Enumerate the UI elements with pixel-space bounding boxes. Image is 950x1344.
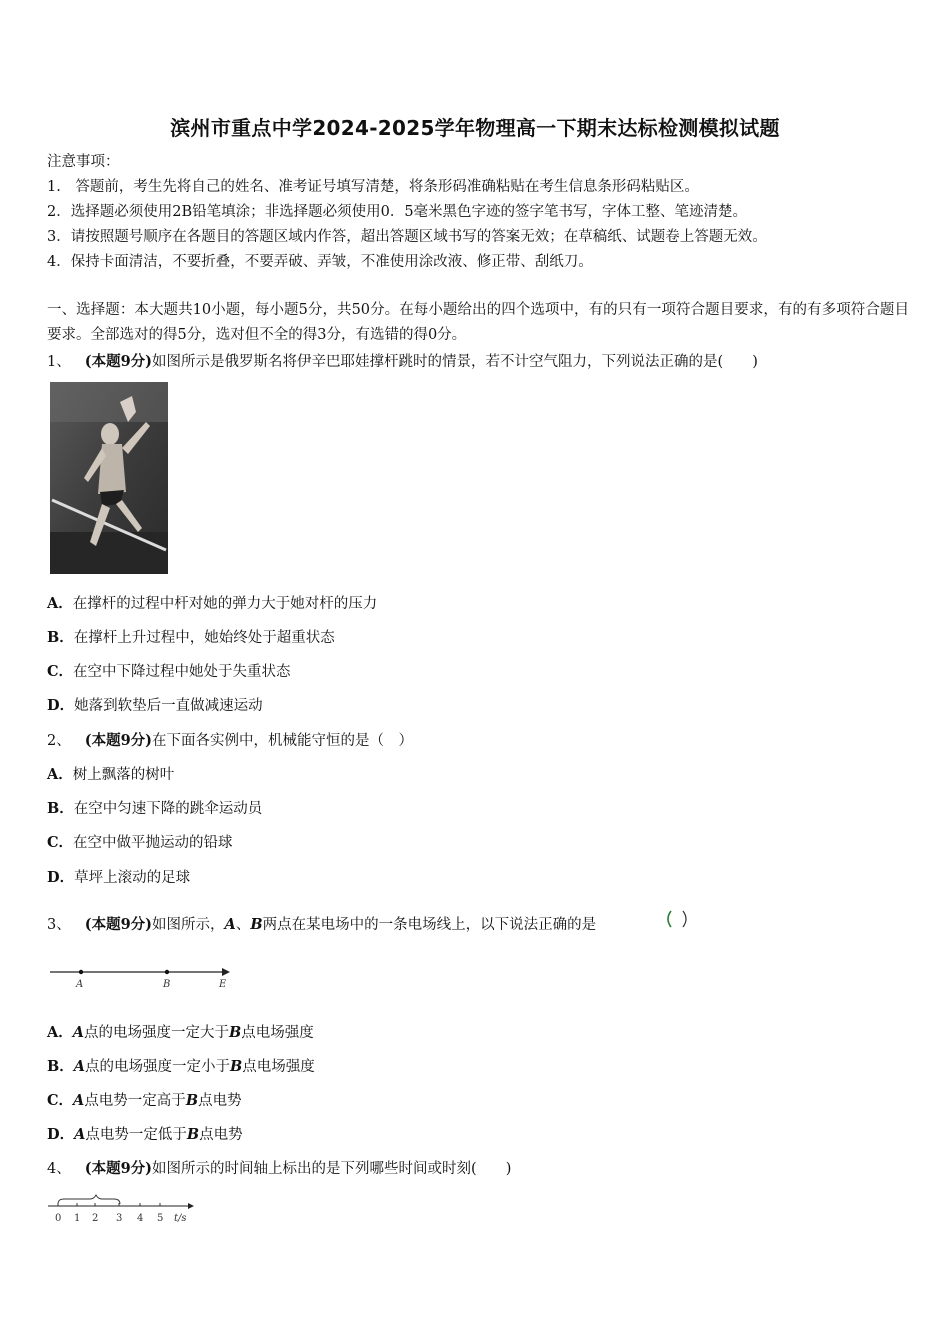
- axis-unit-label: t/s: [174, 1213, 187, 1224]
- q3-option-b[interactable]: B．A点的电场强度一定小于B点电场强度: [47, 1058, 315, 1075]
- question-4-stem: [47, 1159, 511, 1179]
- label-e: E: [219, 979, 227, 990]
- q1-option-b[interactable]: B．在撑杆上升过程中，她始终处于超重状态: [47, 629, 335, 646]
- tick-label: 5: [157, 1213, 164, 1224]
- tick-label: 0: [55, 1213, 62, 1224]
- question-2-stem: [47, 731, 413, 751]
- notice-item-3: 3．请按照题号顺序在各题目的答题区域内作答，超出答题区域书写的答案无效；在草稿纸、试题卷上答题无效。: [47, 229, 767, 245]
- question-text: 在下面各实例中，机械能守恒的是（ ）: [152, 733, 414, 749]
- q1-option-d[interactable]: D．她落到软垫后一直做减速运动: [47, 697, 263, 714]
- tick-label: 1: [74, 1213, 81, 1224]
- arrow-icon: [222, 968, 230, 976]
- interval-brace: [58, 1195, 120, 1204]
- question-points: (本题9分): [84, 353, 153, 370]
- notice-item-1: 1. 答题前，考生先将自己的姓名、准考证号填写清楚，将条形码准确粘贴在考生信息条形码粘贴区。: [47, 179, 699, 195]
- question-number: 1、: [47, 354, 71, 370]
- section-intro: 一、选择题：本大题共10小题，每小题5分，共50分。在每小题给出的四个选项中，有的只有一项符合题目要求，有的有多项符合题目要求。全部选对的得5分，选对但不全的得3分，有选错的得0分。: [47, 302, 909, 343]
- tick-label: 2: [92, 1213, 99, 1224]
- electric-field-line-figure: [46, 962, 236, 992]
- q2-option-b[interactable]: B．在空中匀速下降的跳伞运动员: [47, 800, 263, 817]
- label-a: A: [76, 979, 84, 990]
- point-b: [165, 970, 169, 974]
- question-3-stem: 3、 (本题9分)如图所示，A、B两点在某电场中的一条电场线上，以下说法正确的是: [47, 916, 597, 933]
- question-1-stem: [47, 352, 758, 372]
- time-axis-figure: [46, 1192, 196, 1226]
- question-points: (本题9分): [84, 916, 153, 933]
- question-number: 4、: [47, 1161, 71, 1177]
- q3-option-a[interactable]: A．A点的电场强度一定大于B点电场强度: [47, 1024, 314, 1041]
- question-number: 3、: [47, 917, 71, 933]
- notice-item-2: 2．选择题必须使用2B铅笔填涂；非选择题必须使用0．5毫米黑色字迹的签字笔书写，字体工整、笔迹清楚。: [47, 204, 748, 220]
- q3-option-c[interactable]: C．A点电势一定高于B点电势: [47, 1092, 242, 1109]
- q3-option-d[interactable]: D．A点电势一定低于B点电势: [47, 1126, 243, 1143]
- q2-option-a[interactable]: A．树上飘落的树叶: [47, 766, 175, 783]
- label-b: B: [163, 979, 171, 990]
- question-text: 如图所示的时间轴上标出的是下列哪些时间或时刻( ): [152, 1161, 512, 1177]
- notice-item-4: 4．保持卡面清洁，不要折叠，不要弄破、弄皱，不准使用涂改液、修正带、刮纸刀。: [47, 254, 593, 270]
- tick-label: 4: [137, 1213, 144, 1224]
- q1-option-a[interactable]: A．在撑杆的过程中杆对她的弹力大于她对杆的压力: [47, 595, 378, 612]
- point-a: [79, 970, 83, 974]
- arrow-icon: [188, 1203, 194, 1209]
- q2-option-d[interactable]: D．草坪上滚动的足球: [47, 869, 191, 886]
- q2-option-c[interactable]: C．在空中做平抛运动的铅球: [47, 834, 233, 851]
- pole-vault-photo: [50, 382, 168, 574]
- notice-heading: 注意事项：: [47, 154, 120, 170]
- question-points: (本题9分): [84, 732, 153, 749]
- tick-label: 3: [116, 1213, 123, 1224]
- question-number: 2、: [47, 733, 71, 749]
- q1-option-c[interactable]: C．在空中下降过程中她处于失重状态: [47, 663, 291, 680]
- answer-parentheses: [663, 908, 691, 930]
- page-title: 滨州市重点中学2024-2025学年物理高一下期末达标检测模拟试题: [170, 116, 780, 140]
- question-text: 如图所示是俄罗斯名将伊辛巴耶娃撑杆跳时的情景，若不计空气阻力，下列说法正确的是( ): [152, 354, 758, 370]
- question-points: (本题9分): [84, 1160, 153, 1177]
